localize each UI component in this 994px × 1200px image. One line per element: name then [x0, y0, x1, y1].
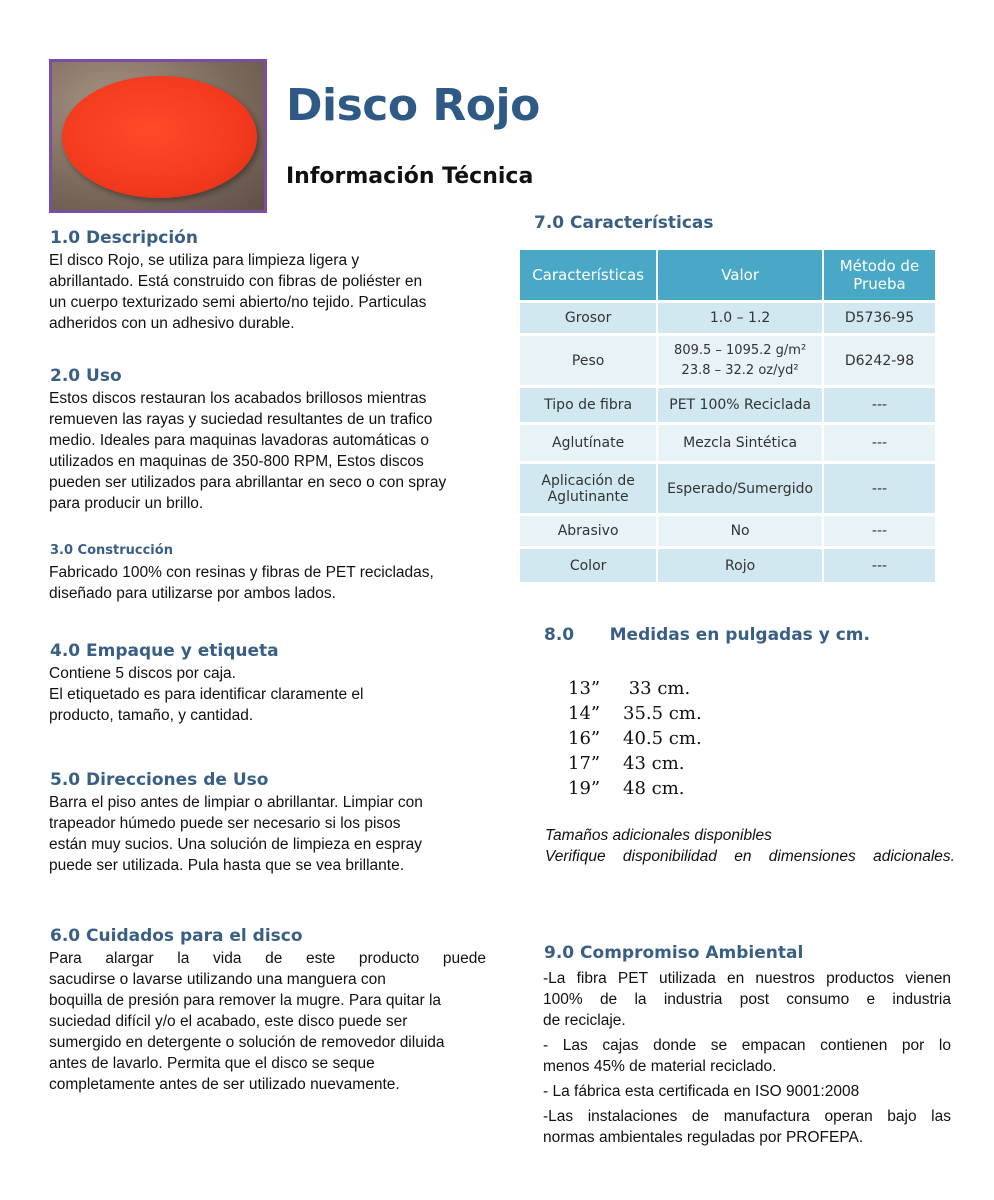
text-line: boquilla de presión para remover la mugre. Para quitar la	[49, 992, 442, 1009]
table-cell: ---	[824, 549, 937, 585]
peso-value-line: 809.5 – 1095.2 g/m²	[674, 342, 807, 358]
text-line: 100% de la industria post consumo e industria	[543, 991, 951, 1008]
table-cell: ---	[824, 388, 937, 425]
section-body-direcciones	[49, 792, 485, 876]
size-item: 19” 48 cm.	[568, 778, 685, 799]
column-header: Valor	[658, 250, 824, 303]
text-line: adheridos con un adhesivo durable.	[49, 315, 295, 332]
page-subtitle: Información Técnica	[286, 164, 534, 189]
text-line: puede ser utilizada. Pula hasta que se vea brillante.	[49, 857, 405, 874]
section-heading-empaque: 4.0 Empaque y etiqueta	[50, 641, 279, 661]
text-line: El disco Rojo, se utiliza para limpieza ligera y	[49, 252, 360, 269]
text-line: Para alargar la vida de este producto puede	[49, 950, 486, 967]
table-row	[520, 464, 937, 516]
size-item: 16” 40.5 cm.	[568, 728, 702, 749]
table-cell: D5736-95	[824, 303, 937, 336]
section-heading-compromiso: 9.0 Compromiso Ambiental	[544, 943, 804, 963]
table-row	[520, 516, 937, 549]
table-cell: ---	[824, 464, 937, 516]
table-cell: D6242-98	[824, 336, 937, 388]
text-line: Fabricado 100% con resinas y fibras de PET recicladas,	[49, 564, 434, 581]
text-line: completamente antes de ser utilizado nuevamente.	[49, 1076, 400, 1093]
section-body-compromiso	[543, 968, 951, 1148]
paragraph	[543, 1081, 951, 1102]
text-line: -La fibra PET utilizada en nuestros productos vienen	[543, 970, 951, 987]
text-line: antes de lavarlo. Permita que el disco se seque	[49, 1055, 375, 1072]
table-row	[520, 425, 937, 464]
text-line: están muy sucios. Una solución de limpieza en espray	[49, 836, 423, 853]
table-row	[520, 303, 937, 336]
table-cell: Aplicación de Aglutinante	[520, 464, 658, 516]
table-row	[520, 549, 937, 585]
section-body-empaque	[49, 663, 494, 726]
table-cell: Rojo	[658, 549, 824, 585]
text-line: abrillantado. Está construido con fibras de poliéster en	[49, 273, 423, 290]
text-line: sumergido en detergente o solución de removedor diluida	[49, 1034, 445, 1051]
page-title: Disco Rojo	[286, 80, 540, 131]
table-cell: Peso	[520, 336, 658, 388]
table-cell: Esperado/Sumergido	[658, 464, 824, 516]
text-line: diseñado para utilizarse por ambos lados.	[49, 585, 336, 602]
text-line: pueden ser utilizados para abrillantar en seco o con spray	[49, 474, 447, 491]
table-cell: Grosor	[520, 303, 658, 336]
section-heading-direcciones: 5.0 Direcciones de Uso	[50, 770, 269, 790]
text-line: Estos discos restauran los acabados brillosos mientras	[49, 390, 427, 407]
section-heading-uso: 2.0 Uso	[50, 366, 122, 386]
text-line: producto, tamaño, y cantidad.	[49, 707, 254, 724]
sizes-list	[568, 676, 702, 801]
text-line: El etiquetado es para identificar claramente el	[49, 686, 364, 703]
table-cell: ---	[824, 516, 937, 549]
table-cell: ---	[824, 425, 937, 464]
text-line: sacudirse o lavarse utilizando una manguera con	[49, 971, 386, 988]
product-photo	[49, 59, 267, 213]
red-disc-image	[62, 76, 257, 198]
table-cell: Abrasivo	[520, 516, 658, 549]
text-line: menos 45% de material reciclado.	[543, 1058, 777, 1075]
section-heading-descripcion: 1.0 Descripción	[50, 228, 198, 248]
text-line: para producir un brillo.	[49, 495, 204, 512]
table-cell: 1.0 – 1.2	[658, 303, 824, 336]
text-line: -Las instalaciones de manufactura operan bajo las	[543, 1108, 951, 1125]
table-cell: Aglutínate	[520, 425, 658, 464]
text-line: utilizados en maquinas de 350-800 RPM, Estos discos	[49, 453, 424, 470]
size-item: 13” 33 cm.	[568, 678, 691, 699]
text-line: medio. Ideales para maquinas lavadoras automáticas o	[49, 432, 429, 449]
section-heading-caracteristicas: 7.0 Características	[534, 213, 714, 233]
column-header: Método de Prueba	[824, 250, 937, 303]
table-header-row	[520, 250, 937, 303]
table-row	[520, 336, 937, 388]
peso-value-line: 23.8 – 32.2 oz/yd²	[681, 362, 799, 378]
table-cell: Mezcla Sintética	[658, 425, 824, 464]
characteristics-table	[520, 250, 937, 585]
text-line: remueven las rayas y suciedad resultantes de un trafico	[49, 411, 433, 428]
column-header: Características	[520, 250, 658, 303]
text-line: - La fábrica esta certificada en ISO 9001:2008	[543, 1083, 860, 1100]
section-body-construccion	[49, 562, 494, 604]
text-line: trapeador húmedo puede ser necesario si los pisos	[49, 815, 401, 832]
paragraph	[543, 968, 951, 1031]
table-cell-peso	[658, 336, 824, 388]
table-cell: Tipo de fibra	[520, 388, 658, 425]
paragraph	[543, 1106, 951, 1148]
text-line: Barra el piso antes de limpiar o abrillantar. Limpiar con	[49, 794, 423, 811]
section-heading-medidas: 8.0 Medidas en pulgadas y cm.	[544, 625, 870, 645]
table-cell: No	[658, 516, 824, 549]
note-line: Verifique disponibilidad en dimensiones adicionales.	[545, 848, 955, 865]
note-line: Tamaños adicionales disponibles	[545, 827, 772, 844]
text-line: de reciclaje.	[543, 1012, 626, 1029]
text-line: - Las cajas donde se empacan contienen por lo	[543, 1037, 951, 1054]
section-body-uso	[49, 388, 492, 514]
table-cell: PET 100% Reciclada	[658, 388, 824, 425]
text-line: suciedad difícil y/o el acabado, este disco puede ser	[49, 1013, 408, 1030]
text-line: un cuerpo texturizado semi abierto/no tejido. Particulas	[49, 294, 427, 311]
section-body-cuidados	[49, 948, 486, 1095]
paragraph	[543, 1035, 951, 1077]
size-item: 14” 35.5 cm.	[568, 703, 702, 724]
section-heading-construccion: 3.0 Construcción	[50, 543, 173, 558]
sizes-notes	[545, 825, 955, 867]
size-item: 17” 43 cm.	[568, 753, 685, 774]
section-body-descripcion	[49, 250, 494, 334]
table-row	[520, 388, 937, 425]
text-line: Contiene 5 discos por caja.	[49, 665, 236, 682]
table-cell: Color	[520, 549, 658, 585]
text-line: normas ambientales reguladas por PROFEPA.	[543, 1129, 864, 1146]
section-heading-cuidados: 6.0 Cuidados para el disco	[50, 926, 303, 946]
